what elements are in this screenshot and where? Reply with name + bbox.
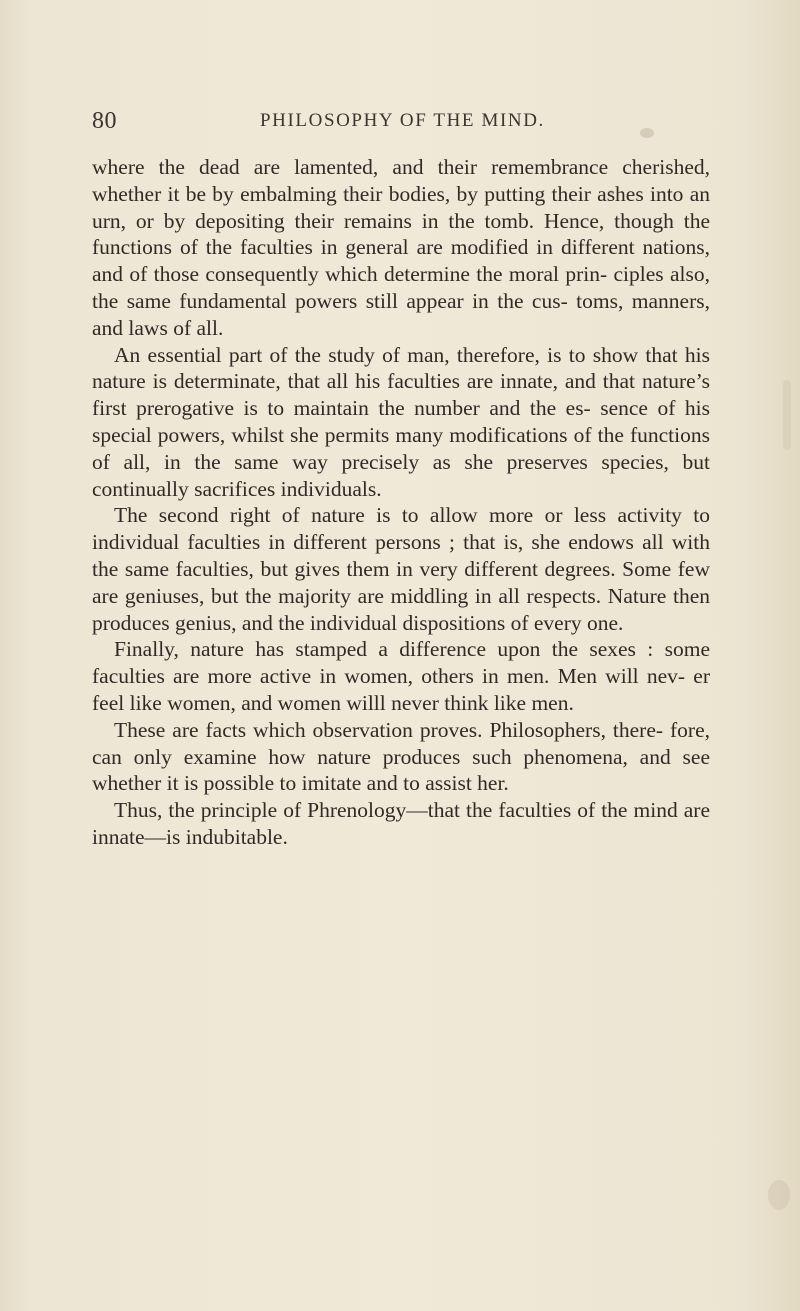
running-title: PHILOSOPHY OF THE MIND. [260,110,545,131]
paper-speck [783,380,791,450]
paper-speck [768,1180,790,1210]
page-number: 80 [92,108,117,134]
paragraph: Thus, the principle of Phrenology—that the faculties of the mind are innate—is indubitable. [92,798,710,849]
paragraph: An essential part of the study of man, therefore, is to show that his nature is determinate, that all his faculties are innate, and that nature’s first prerogative is to maintain the number and the es- sence of his special powers, whilst she permits many modifications of the functions of all, in the same way precisely as she preserves species, but continually sacrifices individuals. [92,342,710,501]
body-text [92,154,710,851]
paragraph: These are facts which observation proves. Philosophers, there- fore, can only examine how nature produces such phenomena, and see whether it is possible to imitate and to assist her. [92,717,710,796]
running-head [92,108,708,142]
paragraph: Finally, nature has stamped a difference upon the sexes : some faculties are more active in women, others in men. Men will nev- er feel like women, and women willl never think like men. [92,637,710,715]
paragraph: where the dead are lamented, and their remembrance cherished, whether it be by embalming their bodies, by putting their ashes into an urn, or by depositing their remains in the tomb. Hence, though the functions of the faculties in general are modified in different nations, and of those consequently which determine the moral prin- ciples also, the same fundamental powers still appear in the cus- toms, manners, and laws of all. [92,155,710,340]
paragraph: The second right of nature is to allow more or less activity to individual faculties in different persons ; that is, she endows all with the same faculties, but gives them in very different degrees. Some few are geniuses, but the majority are middling in all respects. Nature then produces genius, and the individual dispositions of every one. [92,503,710,635]
